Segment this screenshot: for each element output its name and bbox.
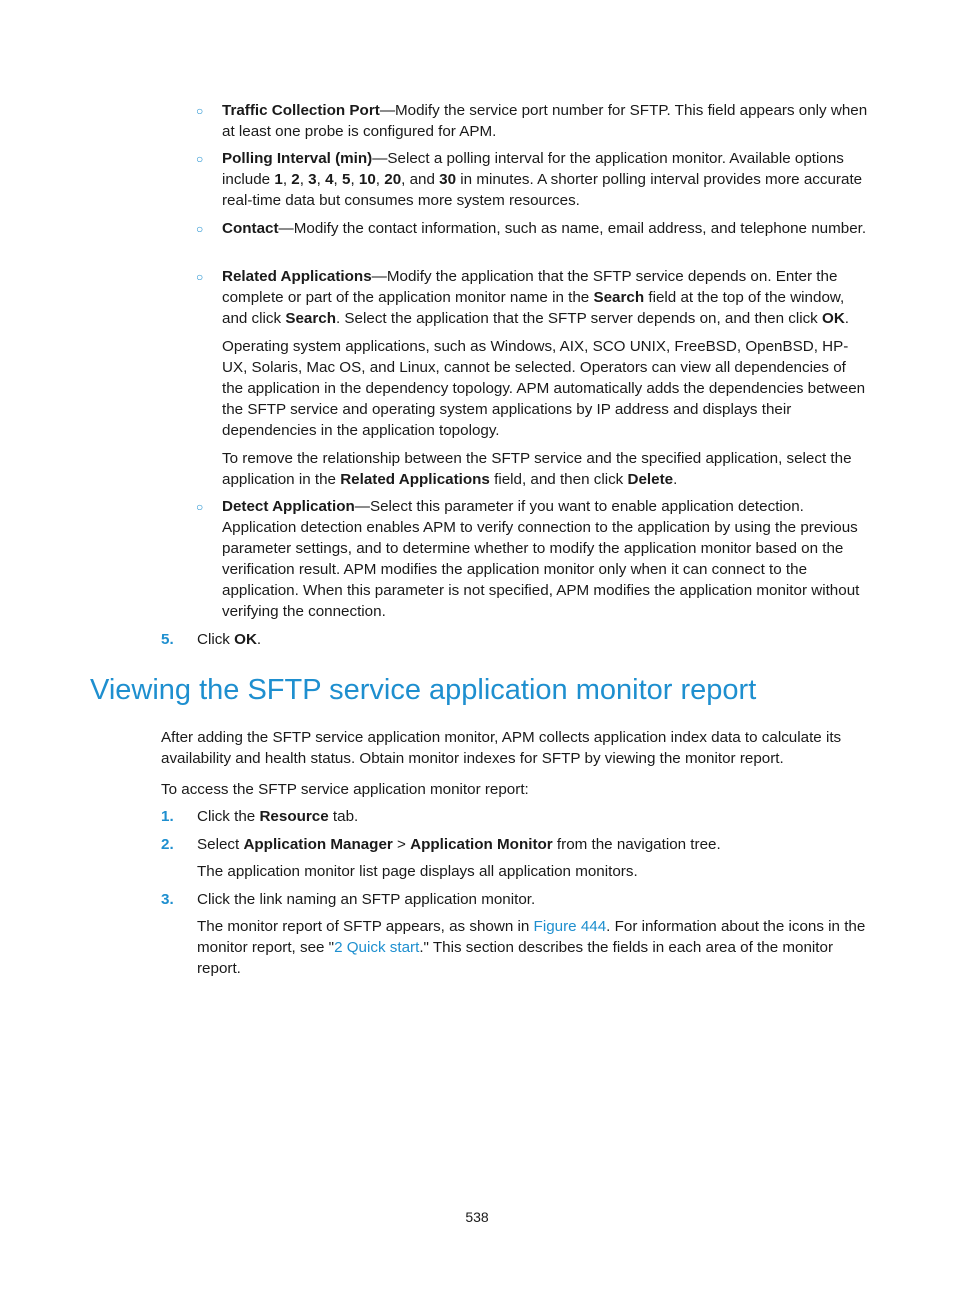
section-heading: Viewing the SFTP service application monitor report xyxy=(90,674,757,706)
bullet-detect-application: Detect Application—Select this parameter if you want to enable application detection. Application detection enables APM to verify connection to the application by using the previous parameter settings, and to determine whether to modify the application monitor based on the verification result. APM modifies the application monitor only when it can connect to the application. When this parameter is not specified, APM modifies the application monitor without verifying the connection. xyxy=(222,498,860,620)
step-1: Click the Resource tab. xyxy=(197,808,359,825)
quick-start-link[interactable]: 2 Quick start xyxy=(334,939,420,956)
bullet-circle-icon: ○ xyxy=(196,270,204,284)
bullet-circle-icon: ○ xyxy=(196,152,204,166)
step-number-3: 3. xyxy=(161,891,174,908)
related-applications-note: Operating system applications, such as Windows, AIX, SCO UNIX, FreeBSD, OpenBSD, HP-UX, Solaris, Mac OS, and Linux, cannot be selected. Operators can view all dependencies of the application in the dependency topology. APM automatically adds the dependencies between the SFTP service and operating system applications by IP address and displays their dependencies in the application topology. xyxy=(222,338,866,439)
bullet-contact: Contact—Modify the contact information, such as name, email address, and telephone number. xyxy=(222,220,867,237)
bullet-traffic-collection-port: Traffic Collection Port—Modify the service port number for SFTP. This field appears only when at least one probe is configured for APM. xyxy=(222,102,868,140)
bullet-circle-icon: ○ xyxy=(196,500,204,514)
bullet-circle-icon: ○ xyxy=(196,104,204,118)
bullet-polling-interval: Polling Interval (min)—Select a polling interval for the application monitor. Available options include 1, 2, 3, 4, 5, 10, 20, and 30 in minutes. A shorter polling interval provides more accurate real-time data but consumes more system resources. xyxy=(222,150,863,209)
bullet-related-applications: Related Applications—Modify the application that the SFTP service depends on. Enter the complete or part of the application monitor name in the Search field at the top of the window, and click Search. Select the application that the SFTP server depends on, and then click OK. xyxy=(222,268,850,327)
intro-paragraph: After adding the SFTP service application monitor, APM collects application index data to calculate its availability and health status. Obtain monitor indexes for SFTP by viewing the monitor report. xyxy=(161,729,842,767)
step-2: Select Application Manager > Application Monitor from the navigation tree. xyxy=(197,836,721,853)
step-5: Click OK. xyxy=(197,631,262,648)
step-3: Click the link naming an SFTP application monitor. xyxy=(197,891,536,908)
related-applications-remove-note: To remove the relationship between the SFTP service and the specified application, select the application in the Related Applications field, and then click Delete. xyxy=(222,450,852,488)
term-traffic-collection-port: Traffic Collection Port xyxy=(222,102,380,119)
step-2-note: The application monitor list page displays all application monitors. xyxy=(197,863,638,880)
step-3-note: The monitor report of SFTP appears, as shown in Figure 444. For information about the icons in the monitor report, see "2 Quick start." This section describes the fields in each area of the monitor report. xyxy=(197,918,866,977)
term-contact: Contact xyxy=(222,220,279,237)
figure-444-link[interactable]: Figure 444 xyxy=(533,918,607,935)
step-number-2: 2. xyxy=(161,836,174,853)
step-number-1: 1. xyxy=(161,808,174,825)
bullet-circle-icon: ○ xyxy=(196,222,204,236)
page-number: 538 xyxy=(465,1209,489,1225)
term-detect-application: Detect Application xyxy=(222,498,355,515)
term-polling-interval: Polling Interval (min) xyxy=(222,150,373,167)
term-related-applications: Related Applications xyxy=(222,268,372,285)
access-paragraph: To access the SFTP service application monitor report: xyxy=(161,781,529,798)
step-number-5: 5. xyxy=(161,631,174,648)
